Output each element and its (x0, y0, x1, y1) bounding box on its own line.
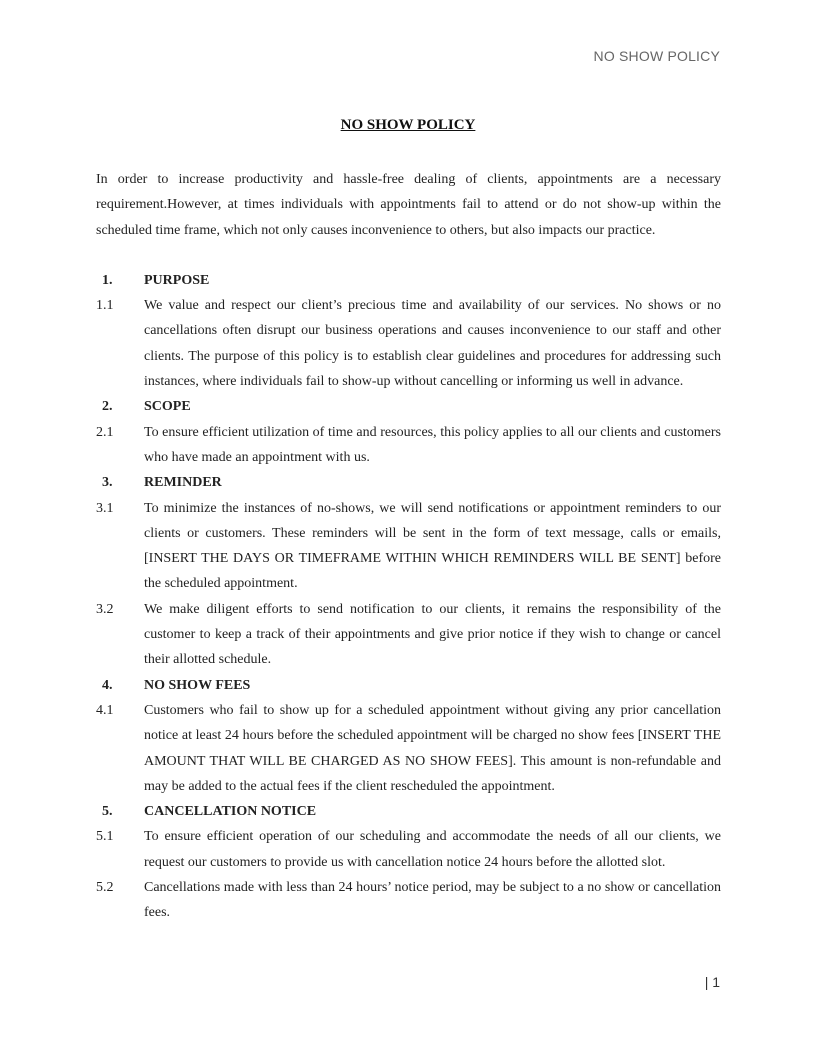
clause-number: 1.1 (96, 298, 114, 314)
section-title: CANCELLATION NOTICE (144, 804, 317, 820)
page-number: | 1 (704, 974, 720, 990)
clause-number: 5.1 (96, 829, 114, 845)
page-header: NO SHOW POLICY (593, 48, 720, 64)
section-number: 5. (102, 804, 113, 820)
section-number: 2. (102, 399, 113, 415)
section-heading (96, 470, 721, 495)
section-number: 3. (102, 475, 113, 491)
clause-number: 3.2 (96, 601, 114, 617)
clause-number: 2.1 (96, 424, 114, 440)
section-no-show-fees (96, 673, 721, 799)
clause-text: To minimize the instances of no-shows, we will send notifications or appointment reminders to our clients or customers. These reminders will be sent in the form of text message, calls or emails, [INSERT THE DAYS OR TIMEFRAME WITHIN WHICH REMINDERS WILL BE SENT] before the scheduled appointment. (144, 500, 721, 592)
clause-text: Customers who fail to show up for a scheduled appointment without giving any prior cancellation notice at least 24 hours before the scheduled appointment will be charged no show fees [INSERT THE AMOUNT THAT WILL BE CHARGED AS NO SHOW FEES]. This amount is non-refundable and may be added to the actual fees if the client rescheduled the appointment. (144, 702, 721, 794)
clause (96, 496, 721, 597)
clause-text: We make diligent efforts to send notification to our clients, it remains the responsibility of the customer to keep a track of their appointments and give prior notice if they wish to change or cancel their allotted schedule. (144, 601, 721, 668)
clause-number: 4.1 (96, 702, 114, 718)
section-title: PURPOSE (144, 272, 210, 288)
clause-number: 3.1 (96, 500, 114, 516)
clause (96, 875, 721, 926)
section-cancellation-notice (96, 799, 721, 925)
clause-text: To ensure efficient utilization of time and resources, this policy applies to all our clients and customers who have made an appointment with us. (144, 424, 721, 465)
clause-text: Cancellations made with less than 24 hours’ notice period, may be subject to a no show or cancellation fees. (144, 880, 721, 921)
clause (96, 824, 721, 875)
section-purpose (96, 268, 721, 394)
section-heading (96, 268, 721, 293)
clause-number: 5.2 (96, 880, 114, 896)
section-heading (96, 394, 721, 419)
section-reminder (96, 470, 721, 672)
document-body (96, 167, 721, 926)
clause-text: To ensure efficient operation of our scheduling and accommodate the needs of all our clients, we request our customers to provide us with cancellation notice 24 hours before the allotted slot. (144, 829, 721, 870)
clause (96, 420, 721, 471)
clause (96, 293, 721, 394)
section-heading (96, 799, 721, 824)
section-scope (96, 394, 721, 470)
clause (96, 698, 721, 799)
section-title: SCOPE (144, 399, 191, 415)
section-number: 1. (102, 272, 113, 288)
clause-text: We value and respect our client’s precious time and availability of our services. No shows or no cancellations often disrupt our business operations and causes inconvenience to our staff and other clients. The purpose of this policy is to establish clear guidelines and procedures for addressing such instances, where individuals fail to show-up without cancelling or informing us well in advance. (144, 298, 721, 390)
clause (96, 597, 721, 673)
document-title: NO SHOW POLICY (340, 117, 476, 133)
intro-paragraph: In order to increase productivity and hassle-free dealing of clients, appointments are a necessary requirement.However, at times individuals with appointments fail to attend or do not show-up within the scheduled time frame, which not only causes inconvenience to others, but also impacts our practice. (96, 172, 721, 238)
section-heading (96, 673, 721, 698)
section-title: NO SHOW FEES (144, 677, 251, 693)
section-title: REMINDER (144, 475, 222, 491)
section-number: 4. (102, 677, 113, 693)
